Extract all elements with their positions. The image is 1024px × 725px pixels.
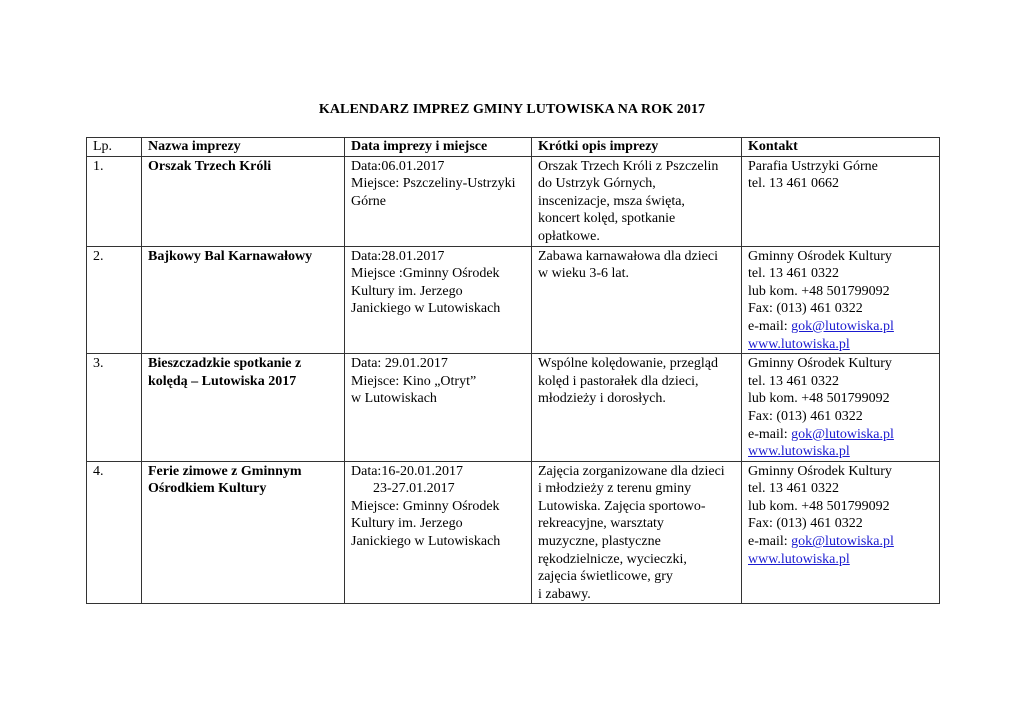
- header-lp: Lp.: [87, 138, 142, 157]
- cell-lp: 3.: [87, 354, 142, 462]
- description-line: w wieku 3-6 lat.: [538, 266, 629, 282]
- cell-contact: [742, 246, 940, 354]
- cell-event-name: [142, 246, 345, 354]
- description-line: Wspólne kolędowanie, przegląd: [538, 356, 718, 372]
- events-table: [86, 137, 940, 604]
- cell-lp: 2.: [87, 246, 142, 354]
- header-contact: Kontakt: [742, 138, 940, 157]
- contact-line: Gminny Ośrodek Kultury: [748, 248, 892, 264]
- description-line: młodzieży i dorosłych.: [538, 391, 666, 407]
- description-line: inscenizacje, msza święta,: [538, 193, 685, 209]
- date-line: Data:28.01.2017: [351, 248, 445, 264]
- email-label: e-mail:: [748, 426, 792, 442]
- email-line: [748, 533, 935, 551]
- page-title: KALENDARZ IMPREZ GMINY LUTOWISKA NA ROK 2017: [318, 102, 706, 117]
- event-name-line: Bieszczadzkie spotkanie z: [148, 356, 302, 372]
- header-name: Nazwa imprezy: [142, 138, 345, 157]
- cell-date-place: [345, 461, 532, 604]
- description-line: i zabawy.: [538, 586, 591, 602]
- place-line: Miejsce: Kino „Otryt”: [351, 373, 477, 389]
- contact-line: Parafia Ustrzyki Górne: [748, 158, 878, 174]
- contact-line: tel. 13 461 0322: [748, 266, 839, 282]
- description-line: rekreacyjne, warsztaty: [538, 516, 664, 532]
- email-label: e-mail:: [748, 318, 792, 334]
- description-line: i młodzieży z terenu gminy: [538, 481, 692, 497]
- date-line: Data:16-20.01.2017: [351, 463, 463, 479]
- event-name-line: Bajkowy Bal Karnawałowy: [148, 248, 313, 264]
- cell-contact: [742, 354, 940, 462]
- contact-line: Gminny Ośrodek Kultury: [748, 463, 892, 479]
- cell-lp: 1.: [87, 156, 142, 246]
- cell-lp: 4.: [87, 461, 142, 604]
- description-line: muzyczne, plastyczne: [538, 534, 661, 550]
- contact-line: Gminny Ośrodek Kultury: [748, 356, 892, 372]
- email-label: e-mail:: [748, 534, 792, 550]
- place-line: w Lutowiskach: [351, 391, 437, 407]
- email-link[interactable]: gok@lutowiska.pl: [791, 534, 894, 550]
- email-line: [748, 318, 935, 336]
- contact-line: tel. 13 461 0322: [748, 481, 839, 497]
- header-desc: Krótki opis imprezy: [532, 138, 742, 157]
- table-row: [87, 156, 940, 246]
- header-date: Data imprezy i miejsce: [345, 138, 532, 157]
- event-name-line: kolędą – Lutowiska 2017: [148, 373, 297, 389]
- cell-description: [532, 461, 742, 604]
- cell-date-place: [345, 156, 532, 246]
- cell-description: [532, 246, 742, 354]
- description-line: Zajęcia zorganizowane dla dzieci: [538, 463, 725, 479]
- cell-description: [532, 156, 742, 246]
- contact-line: tel. 13 461 0322: [748, 373, 839, 389]
- place-line: Miejsce: Pszczeliny-Ustrzyki: [351, 176, 516, 192]
- contact-line: Fax: (013) 461 0322: [748, 301, 863, 317]
- event-name-line: Ferie zimowe z Gminnym: [148, 463, 302, 479]
- email-link[interactable]: gok@lutowiska.pl: [791, 318, 894, 334]
- description-line: kolęd i pastorałek dla dzieci,: [538, 373, 699, 389]
- contact-line: Fax: (013) 461 0322: [748, 516, 863, 532]
- description-line: Lutowiska. Zajęcia sportowo-: [538, 498, 706, 514]
- contact-line: tel. 13 461 0662: [748, 176, 839, 192]
- website-link[interactable]: www.lutowiska.pl: [748, 444, 850, 460]
- table-row: [87, 246, 940, 354]
- contact-line: lub kom. +48 501799092: [748, 498, 890, 514]
- email-line: [748, 426, 935, 444]
- description-line: Orszak Trzech Króli z Pszczelin: [538, 158, 719, 174]
- contact-line: Fax: (013) 461 0322: [748, 408, 863, 424]
- event-name-line: Ośrodkiem Kultury: [148, 481, 267, 497]
- description-line: opłatkowe.: [538, 228, 600, 244]
- table-row: [87, 461, 940, 604]
- place-line: Górne: [351, 193, 386, 209]
- place-line: Kultury im. Jerzego: [351, 516, 463, 532]
- table-row: [87, 354, 940, 462]
- website-link[interactable]: www.lutowiska.pl: [748, 336, 850, 352]
- cell-event-name: [142, 354, 345, 462]
- description-line: do Ustrzyk Górnych,: [538, 176, 656, 192]
- place-line: Janickiego w Lutowiskach: [351, 301, 501, 317]
- place-line: Kultury im. Jerzego: [351, 283, 463, 299]
- event-name-line: Orszak Trzech Króli: [148, 158, 272, 174]
- description-line: Zabawa karnawałowa dla dzieci: [538, 248, 718, 264]
- description-line: koncert kolęd, spotkanie: [538, 211, 676, 227]
- cell-date-place: [345, 246, 532, 354]
- cell-contact: [742, 156, 940, 246]
- cell-description: [532, 354, 742, 462]
- description-line: zajęcia świetlicowe, gry: [538, 569, 673, 585]
- website-link[interactable]: www.lutowiska.pl: [748, 551, 850, 567]
- cell-event-name: [142, 461, 345, 604]
- table-header-row: [87, 138, 940, 157]
- place-line: Janickiego w Lutowiskach: [351, 534, 501, 550]
- email-link[interactable]: gok@lutowiska.pl: [791, 426, 894, 442]
- contact-line: lub kom. +48 501799092: [748, 283, 890, 299]
- date-line: 23-27.01.2017: [373, 481, 455, 497]
- place-line: Miejsce: Gminny Ośrodek: [351, 498, 500, 514]
- contact-line: lub kom. +48 501799092: [748, 391, 890, 407]
- cell-date-place: [345, 354, 532, 462]
- cell-event-name: [142, 156, 345, 246]
- cell-contact: [742, 461, 940, 604]
- description-line: rękodzielnicze, wycieczki,: [538, 551, 687, 567]
- date-line: Data:06.01.2017: [351, 158, 445, 174]
- place-line: Miejsce :Gminny Ośrodek: [351, 266, 500, 282]
- date-line: Data: 29.01.2017: [351, 356, 448, 372]
